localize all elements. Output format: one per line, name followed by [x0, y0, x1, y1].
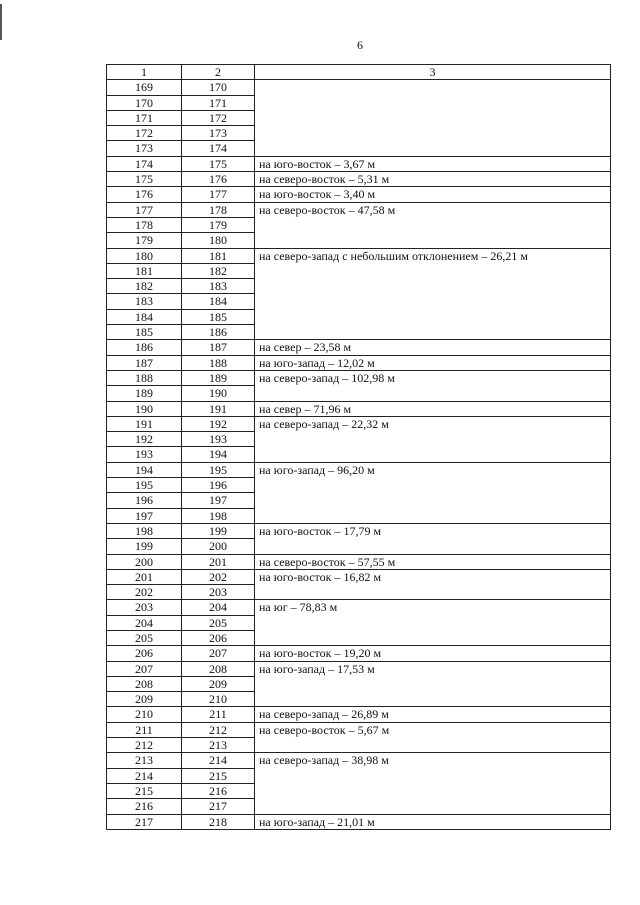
table-row: [107, 707, 611, 722]
table-row: [107, 401, 611, 416]
point-to-cell: 203: [182, 585, 255, 600]
point-to-cell: 204: [182, 600, 255, 615]
point-from-cell: 213: [107, 753, 182, 768]
point-to-cell: 175: [182, 156, 255, 171]
point-from-cell: 207: [107, 661, 182, 676]
point-from-cell: 185: [107, 325, 182, 340]
point-to-cell: 212: [182, 722, 255, 737]
point-to-cell: 200: [182, 539, 255, 554]
point-from-cell: 183: [107, 294, 182, 309]
point-from-cell: 196: [107, 493, 182, 508]
direction-distance-cell: на юго-восток – 19,20 м: [255, 646, 611, 661]
point-from-cell: 212: [107, 738, 182, 753]
point-from-cell: 172: [107, 126, 182, 141]
table-row: [107, 355, 611, 370]
point-from-cell: 215: [107, 783, 182, 798]
point-from-cell: 182: [107, 279, 182, 294]
column-header-2: 2: [182, 65, 255, 80]
point-to-cell: 202: [182, 569, 255, 584]
table-row: [107, 523, 611, 538]
table-row: [107, 156, 611, 171]
point-from-cell: 173: [107, 141, 182, 156]
point-to-cell: 196: [182, 478, 255, 493]
page-number: 6: [357, 38, 363, 52]
table-row: [107, 416, 611, 431]
table-row: [107, 340, 611, 355]
point-from-cell: 206: [107, 646, 182, 661]
point-from-cell: 201: [107, 569, 182, 584]
direction-distance-cell: на северо-запад – 26,89 м: [255, 707, 611, 722]
boundary-table: [106, 64, 611, 830]
direction-distance-cell: на северо-запад – 38,98 м: [255, 753, 611, 814]
point-to-cell: 192: [182, 416, 255, 431]
point-from-cell: 193: [107, 447, 182, 462]
point-from-cell: 194: [107, 462, 182, 477]
table-row: [107, 172, 611, 187]
direction-distance-cell: на северо-восток – 47,58 м: [255, 202, 611, 248]
point-to-cell: 186: [182, 325, 255, 340]
point-from-cell: 205: [107, 630, 182, 645]
table-row: [107, 187, 611, 202]
point-to-cell: 201: [182, 554, 255, 569]
direction-distance-cell: на юго-запад – 12,02 м: [255, 355, 611, 370]
point-to-cell: 210: [182, 692, 255, 707]
point-from-cell: 174: [107, 156, 182, 171]
point-from-cell: 181: [107, 263, 182, 278]
point-to-cell: 185: [182, 309, 255, 324]
point-to-cell: 189: [182, 370, 255, 385]
point-to-cell: 207: [182, 646, 255, 661]
point-from-cell: 203: [107, 600, 182, 615]
point-to-cell: 199: [182, 523, 255, 538]
point-to-cell: 180: [182, 233, 255, 248]
direction-distance-cell: на северо-восток – 57,55 м: [255, 554, 611, 569]
column-header-1: 1: [107, 65, 182, 80]
point-to-cell: 205: [182, 615, 255, 630]
point-from-cell: 179: [107, 233, 182, 248]
direction-distance-cell: на северо-восток – 5,67 м: [255, 722, 611, 753]
direction-distance-cell: на северо-запад – 102,98 м: [255, 370, 611, 401]
point-from-cell: 204: [107, 615, 182, 630]
point-to-cell: 217: [182, 799, 255, 814]
point-to-cell: 214: [182, 753, 255, 768]
point-from-cell: 217: [107, 814, 182, 829]
point-from-cell: 184: [107, 309, 182, 324]
point-to-cell: 198: [182, 508, 255, 523]
point-to-cell: 170: [182, 80, 255, 95]
direction-distance-cell: на юго-восток – 3,67 м: [255, 156, 611, 171]
point-to-cell: 194: [182, 447, 255, 462]
point-to-cell: 206: [182, 630, 255, 645]
point-from-cell: 192: [107, 432, 182, 447]
point-to-cell: 184: [182, 294, 255, 309]
point-to-cell: 174: [182, 141, 255, 156]
table-row: [107, 753, 611, 768]
point-to-cell: 190: [182, 386, 255, 401]
point-from-cell: 186: [107, 340, 182, 355]
point-from-cell: 208: [107, 676, 182, 691]
point-to-cell: 213: [182, 738, 255, 753]
point-to-cell: 218: [182, 814, 255, 829]
point-to-cell: 176: [182, 172, 255, 187]
point-to-cell: 178: [182, 202, 255, 217]
point-from-cell: 175: [107, 172, 182, 187]
point-from-cell: 210: [107, 707, 182, 722]
point-to-cell: 208: [182, 661, 255, 676]
point-from-cell: 197: [107, 508, 182, 523]
point-to-cell: 209: [182, 676, 255, 691]
point-to-cell: 181: [182, 248, 255, 263]
point-to-cell: 171: [182, 95, 255, 110]
point-from-cell: 199: [107, 539, 182, 554]
point-to-cell: 191: [182, 401, 255, 416]
point-to-cell: 195: [182, 462, 255, 477]
point-from-cell: 169: [107, 80, 182, 95]
direction-distance-cell: на юго-восток – 3,40 м: [255, 187, 611, 202]
point-from-cell: 191: [107, 416, 182, 431]
direction-distance-cell: на юго-запад – 21,01 м: [255, 814, 611, 829]
point-to-cell: 183: [182, 279, 255, 294]
direction-distance-cell: на север – 23,58 м: [255, 340, 611, 355]
point-to-cell: 211: [182, 707, 255, 722]
point-from-cell: 189: [107, 386, 182, 401]
table-body: [107, 80, 611, 830]
point-to-cell: 216: [182, 783, 255, 798]
direction-distance-cell: на северо-запад – 22,32 м: [255, 416, 611, 462]
direction-distance-cell: на юг – 78,83 м: [255, 600, 611, 646]
point-to-cell: 215: [182, 768, 255, 783]
table-row: [107, 462, 611, 477]
point-to-cell: 193: [182, 432, 255, 447]
point-to-cell: 187: [182, 340, 255, 355]
point-from-cell: 176: [107, 187, 182, 202]
direction-distance-cell: на юго-восток – 16,82 м: [255, 569, 611, 600]
table-row: [107, 722, 611, 737]
point-from-cell: 198: [107, 523, 182, 538]
table-row: [107, 600, 611, 615]
point-to-cell: 179: [182, 217, 255, 232]
table-header-row: [107, 65, 611, 80]
table-row: [107, 646, 611, 661]
table-row: [107, 814, 611, 829]
point-from-cell: 178: [107, 217, 182, 232]
point-from-cell: 209: [107, 692, 182, 707]
point-from-cell: 200: [107, 554, 182, 569]
direction-distance-cell: на юго-восток – 17,79 м: [255, 523, 611, 554]
point-from-cell: 180: [107, 248, 182, 263]
point-from-cell: 188: [107, 370, 182, 385]
point-from-cell: 171: [107, 110, 182, 125]
table-row: [107, 80, 611, 95]
point-to-cell: 188: [182, 355, 255, 370]
table-row: [107, 202, 611, 217]
direction-distance-cell: на юго-запад – 96,20 м: [255, 462, 611, 523]
point-from-cell: 216: [107, 799, 182, 814]
table-row: [107, 569, 611, 584]
point-to-cell: 177: [182, 187, 255, 202]
point-from-cell: 170: [107, 95, 182, 110]
direction-distance-cell: на юго-запад – 17,53 м: [255, 661, 611, 707]
direction-distance-cell: [255, 80, 611, 156]
point-from-cell: 195: [107, 478, 182, 493]
point-to-cell: 173: [182, 126, 255, 141]
point-from-cell: 187: [107, 355, 182, 370]
direction-distance-cell: на северо-восток – 5,31 м: [255, 172, 611, 187]
direction-distance-cell: на север – 71,96 м: [255, 401, 611, 416]
point-from-cell: 214: [107, 768, 182, 783]
direction-distance-cell: на северо-запад с небольшим отклонением – 26,21 м: [255, 248, 611, 340]
table-row: [107, 370, 611, 385]
table-row: [107, 554, 611, 569]
table-row: [107, 248, 611, 263]
point-from-cell: 211: [107, 722, 182, 737]
point-to-cell: 172: [182, 110, 255, 125]
point-from-cell: 177: [107, 202, 182, 217]
column-header-3: 3: [255, 65, 611, 80]
point-to-cell: 182: [182, 263, 255, 278]
point-to-cell: 197: [182, 493, 255, 508]
table-row: [107, 661, 611, 676]
scan-edge-mark: [0, 4, 2, 40]
point-from-cell: 190: [107, 401, 182, 416]
point-from-cell: 202: [107, 585, 182, 600]
